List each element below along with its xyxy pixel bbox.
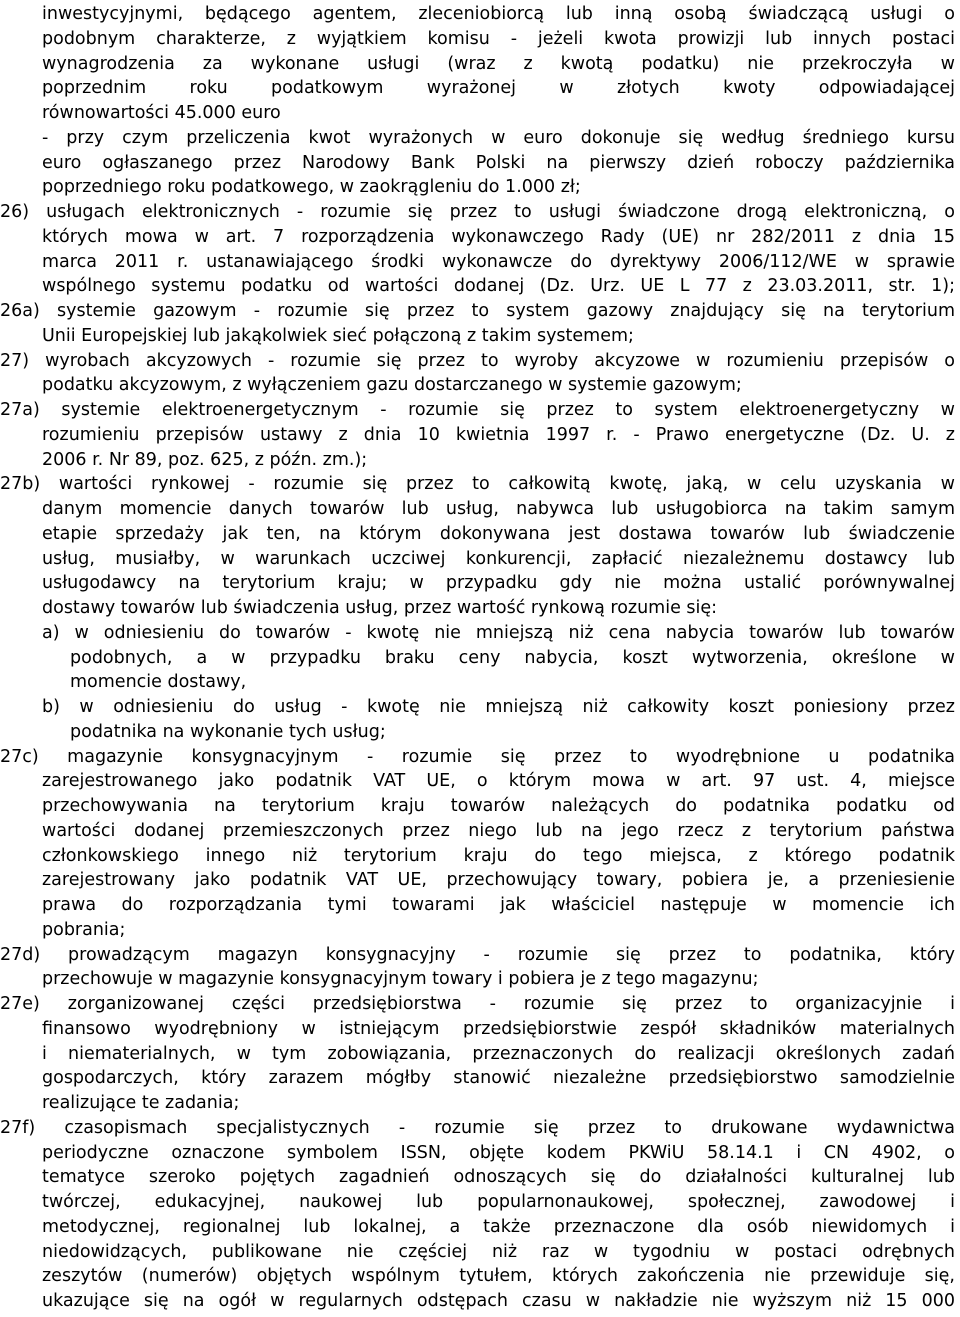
text-line: tematyce szeroko pojętych zagadnień odnoszących się do działalności kulturalnej lub (42, 1167, 955, 1187)
list-item-27d: 27d) prowadzącym magazyn konsygnacyjny - rozumie się przez to podatnika, który (0, 945, 955, 965)
text-line: zarejestrowany jako podatnik VAT UE, przechowujący towary, pobiera je, a przeniesienie (42, 870, 955, 890)
list-item-27a: 27a) systemie elektroenergetycznym - rozumie się przez to system elektroenergetyczny w (0, 400, 955, 420)
list-item-27: 27) wyrobach akcyzowych - rozumie się przez to wyroby akcyzowe w rozumieniu przepisów o (0, 351, 955, 371)
text-line: wartości dodanej przemieszczonych przez niego lub na jego rzecz z terytorium państwa (42, 821, 955, 841)
text-line: przechowuje w magazynie konsygnacyjnym towary i pobiera je z tego magazynu; (42, 969, 759, 989)
list-item-26a: 26a) systemie gazowym - rozumie się przez to system gazowy znajdujący się na terytorium (0, 301, 955, 321)
text-line: zarejestrowanego jako podatnik VAT UE, o którym mowa w art. 97 ust. 4, miejsce (42, 771, 955, 791)
text-line: gospodarczych, który zarazem mógłby stanowić niezależne przedsiębiorstwo samodzielnie (42, 1068, 955, 1088)
text-line: periodyczne oznaczone symbolem ISSN, objęte kodem PKWiU 58.14.1 i CN 4902, o (42, 1143, 955, 1163)
text-line: wspólnego systemu podatku od wartości dodanej (Dz. Urz. UE L 77 z 23.03.2011, str. 1); (42, 276, 955, 296)
sub-item-b: b) w odniesieniu do usług - kwotę nie mniejszą niż całkowity koszt poniesiony przez (42, 697, 955, 717)
text-line: zeszytów (numerów) objętych wspólnym tytułem, których zakończenia nie przewiduje się, (42, 1266, 955, 1286)
text-line: euro ogłaszanego przez Narodowy Bank Polski na pierwszy dzień roboczy października (42, 153, 955, 173)
text-line: podatku akcyzowym, z wyłączeniem gazu dostarczanego w systemie gazowym; (42, 375, 742, 395)
text-line: realizujące te zadania; (42, 1093, 240, 1113)
text-line: usług, musiałby, w warunkach uczciwej konkurencji, zapłacić niezależnemu dostawcy lub (42, 549, 955, 569)
text-line: etapie sprzedaży jak ten, na którym dokonywana jest dostawa towarów lub świadczenie (42, 524, 955, 544)
text-line: podobnych, a w przypadku braku ceny nabycia, koszt wytworzenia, określone w (70, 648, 955, 668)
text-line: 2006 r. Nr 89, poz. 625, z późn. zm.); (42, 450, 368, 470)
text-line: twórczej, edukacyjnej, naukowej lub popularnonaukowej, społecznej, zawodowej i (42, 1192, 955, 1212)
text-line: marca 2011 r. ustanawiającego środki wykonawcze do dyrektywy 2006/112/WE w sprawie (42, 252, 955, 272)
text-line: poprzednim roku podatkowym wyrażonej w złotych kwoty odpowiadającej (42, 78, 955, 98)
text-line: rozumieniu przepisów ustawy z dnia 10 kwietnia 1997 r. - Prawo energetyczne (Dz. U. z (42, 425, 955, 445)
text-line: - przy czym przeliczenia kwot wyrażonych w euro dokonuje się według średniego kursu (42, 128, 955, 148)
text-line: wynagrodzenia za wykonane usługi (wraz z kwotą podatku) nie przekroczyła w (42, 54, 955, 74)
text-line: niedowidzących, publikowane nie częściej niż raz w tygodniu w postaci odrębnych (42, 1242, 955, 1262)
text-line: dostawy towarów lub świadczenia usług, przez wartość rynkową rozumie się: (42, 598, 718, 618)
text-line: podobnym charakterze, z wyjątkiem komisu - jeżeli kwota prowizji lub innych postaci (42, 29, 955, 49)
text-line: pobrania; (42, 920, 126, 940)
list-item-27c: 27c) magazynie konsygnacyjnym - rozumie się przez to wyodrębnione u podatnika (0, 747, 955, 767)
text-line: przechowywania na terytorium kraju towarów należących do podatnika podatku od (42, 796, 955, 816)
text-line: członkowskiego innego niż terytorium kraju do tego miejsca, z którego podatnik (42, 846, 955, 866)
text-line: finansowo wyodrębniony w istniejącym przedsiębiorstwie zespół składników materialnych (42, 1019, 955, 1039)
text-line: równowartości 45.000 euro (42, 103, 281, 123)
list-item-27b: 27b) wartości rynkowej - rozumie się przez to całkowitą kwotę, jaką, w celu uzyskania w (0, 474, 955, 494)
text-line: których mowa w art. 7 rozporządzenia wykonawczego Rady (UE) nr 282/2011 z dnia 15 (42, 227, 955, 247)
text-line: ukazujące się na ogół w regularnych odstępach czasu w nakładzie nie wyższym niż 15 000 (42, 1291, 955, 1311)
text-line: prawa do rozporządzania tymi towarami jak właściciel następuje w momencie ich (42, 895, 955, 915)
text-line: poprzedniego roku podatkowego, w zaokrągleniu do 1.000 zł; (42, 177, 581, 197)
text-line: usługodawcy na terytorium kraju; w przypadku gdy nie można ustalić porównywalnej (42, 573, 955, 593)
text-line: danym momencie danych towarów lub usług, nabywca lub usługobiorca na takim samym (42, 499, 955, 519)
text-line: Unii Europejskiej lub jakąkolwiek sieć połączoną z takim systemem; (42, 326, 634, 346)
list-item-26: 26) usługach elektronicznych - rozumie się przez to usługi świadczone drogą elektroniczną, o (0, 202, 955, 222)
text-line: podatnika na wykonanie tych usług; (70, 722, 386, 742)
sub-item-a: a) w odniesieniu do towarów - kwotę nie mniejszą niż cena nabycia towarów lub towarów (42, 623, 955, 643)
list-item-27e: 27e) zorganizowanej części przedsiębiorstwa - rozumie się przez to organizacyjnie i (0, 994, 955, 1014)
text-line: metodycznej, regionalnej lub lokalnej, a także przeznaczone dla osób niewidomych i (42, 1217, 955, 1237)
text-line: inwestycyjnymi, będącego agentem, zleceniobiorcą lub inną osobą świadczącą usługi o (42, 4, 955, 24)
list-item-27f: 27f) czasopismach specjalistycznych - rozumie się przez to drukowane wydawnictwa (0, 1118, 955, 1138)
text-line: i niematerialnych, w tym zobowiązania, przeznaczonych do realizacji określonych zadań (42, 1044, 955, 1064)
text-line: momencie dostawy, (70, 672, 247, 692)
